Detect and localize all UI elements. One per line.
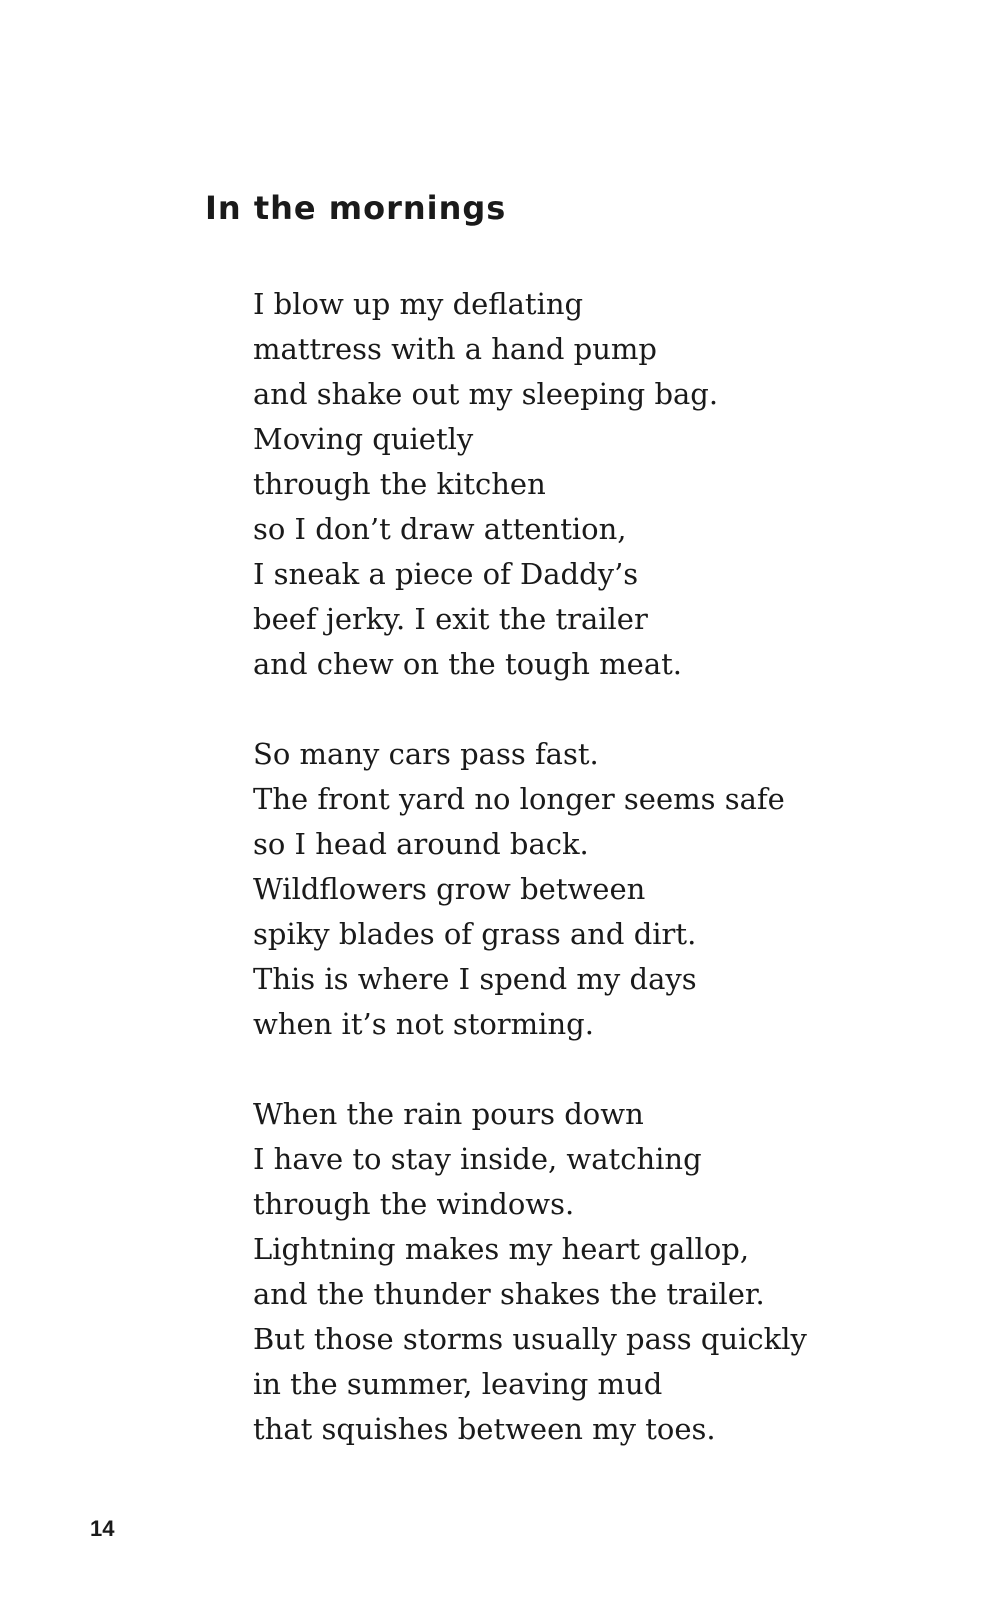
stanza-1 (253, 282, 953, 687)
poem-line: When the rain pours down (253, 1097, 644, 1131)
poem-line: through the kitchen (253, 467, 546, 501)
poem-line: Moving quietly (253, 422, 474, 456)
page-number: 14 (90, 1516, 115, 1541)
poem-line: mattress with a hand pump (253, 332, 657, 366)
poem-line: But those storms usually pass quickly (253, 1322, 807, 1356)
poem-line: when it’s not storming. (253, 1007, 594, 1041)
poem-line: and shake out my sleeping bag. (253, 377, 719, 411)
poem-line: I blow up my deflating (253, 287, 584, 321)
poem-line: beef jerky. I exit the trailer (253, 602, 648, 636)
stanza-3 (253, 1092, 953, 1452)
poem-title: In the mornings (205, 189, 507, 227)
poem-line: So many cars pass fast. (253, 737, 599, 771)
poem-line: through the windows. (253, 1187, 575, 1221)
poem-line: This is where I spend my days (253, 962, 697, 996)
poem-line: so I head around back. (253, 827, 589, 861)
poem-line: Wildflowers grow between (253, 872, 646, 906)
poem-line: so I don’t draw attention, (253, 512, 627, 546)
poem-line: I have to stay inside, watching (253, 1142, 702, 1176)
poem-line: Lightning makes my heart gallop, (253, 1232, 750, 1266)
poem-body (253, 282, 953, 1497)
stanza-2 (253, 732, 953, 1047)
poem-line: and the thunder shakes the trailer. (253, 1277, 765, 1311)
poem-line: spiky blades of grass and dirt. (253, 917, 697, 951)
poem-line: and chew on the tough meat. (253, 647, 683, 681)
poem-line: I sneak a piece of Daddy’s (253, 557, 639, 591)
poem-line: in the summer, leaving mud (253, 1367, 663, 1401)
poem-line: that squishes between my toes. (253, 1412, 716, 1446)
poem-line: The front yard no longer seems safe (253, 782, 785, 816)
